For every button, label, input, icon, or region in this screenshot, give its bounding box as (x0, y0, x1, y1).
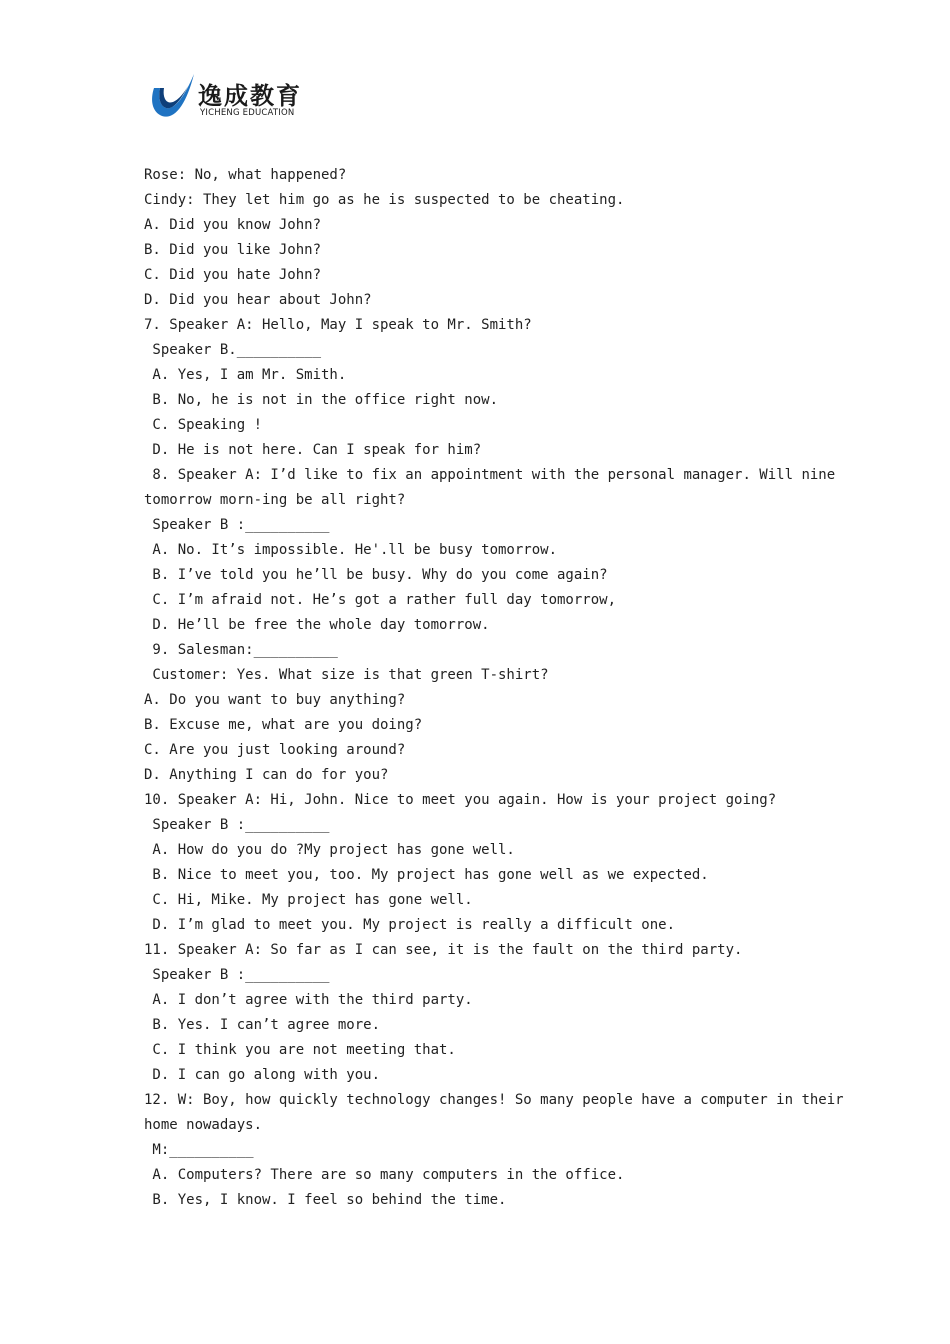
logo-english-name: YICHENG EDUCATION (200, 108, 295, 118)
text-line: home nowadays. (144, 1117, 263, 1133)
text-line: A. Yes, I am Mr. Smith. (144, 367, 347, 383)
text-line: 12. W: Boy, how quickly technology changes! So many people have a computer in their (144, 1092, 844, 1108)
text-line: B. I’ve told you he’ll be busy. Why do you come again? (144, 567, 608, 583)
text-line: C. Hi, Mike. My project has gone well. (144, 892, 473, 908)
text-line: D. I’m glad to meet you. My project is really a difficult one. (144, 917, 676, 933)
text-line: D. Did you hear about John? (144, 292, 372, 308)
text-line: Speaker B :__________ (144, 517, 330, 533)
text-line: C. Speaking ! (144, 417, 263, 433)
text-line: 10. Speaker A: Hi, John. Nice to meet you again. How is your project going? (144, 792, 777, 808)
text-line: D. He’ll be free the whole day tomorrow. (144, 617, 490, 633)
text-line: Rose: No, what happened? (144, 167, 347, 183)
text-line: B. Yes, I know. I feel so behind the time. (144, 1192, 507, 1208)
text-line: tomorrow morn-ing be all right? (144, 492, 406, 508)
text-line: 11. Speaker A: So far as I can see, it is the fault on the third party. (144, 942, 743, 958)
company-logo (146, 70, 316, 124)
text-line: 8. Speaker A: I’d like to fix an appointment with the personal manager. Will nine (144, 467, 836, 483)
text-line: D. Anything I can do for you? (144, 767, 389, 783)
text-line: 9. Salesman:__________ (144, 642, 338, 658)
text-line: Customer: Yes. What size is that green T-shirt? (144, 667, 549, 683)
text-line: Cindy: They let him go as he is suspected to be cheating. (144, 192, 625, 208)
text-line: C. I’m afraid not. He’s got a rather full day tomorrow, (144, 592, 617, 608)
text-line: C. Are you just looking around? (144, 742, 406, 758)
text-line: A. No. It’s impossible. He'.ll be busy tomorrow. (144, 542, 558, 558)
text-line: C. Did you hate John? (144, 267, 322, 283)
text-line: A. How do you do ?My project has gone well. (144, 842, 515, 858)
text-line: B. Excuse me, what are you doing? (144, 717, 423, 733)
text-line: B. Yes. I can’t agree more. (144, 1017, 381, 1033)
text-line: C. I think you are not meeting that. (144, 1042, 456, 1058)
text-line: B. Did you like John? (144, 242, 322, 258)
exercise-text (144, 163, 844, 1213)
text-line: Speaker B.__________ (144, 342, 322, 358)
text-line: 7. Speaker A: Hello, May I speak to Mr. Smith? (144, 317, 532, 333)
text-line: Speaker B :__________ (144, 967, 330, 983)
logo-chinese-name: 逸成教育 (198, 82, 302, 110)
text-line: D. I can go along with you. (144, 1067, 381, 1083)
text-line: B. Nice to meet you, too. My project has gone well as we expected. (144, 867, 709, 883)
text-line: A. Do you want to buy anything? (144, 692, 406, 708)
text-line: D. He is not here. Can I speak for him? (144, 442, 482, 458)
text-line: A. Did you know John? (144, 217, 322, 233)
text-line: A. Computers? There are so many computers in the office. (144, 1167, 625, 1183)
text-line: B. No, he is not in the office right now. (144, 392, 499, 408)
text-line: M:__________ (144, 1142, 254, 1158)
text-line: Speaker B :__________ (144, 817, 330, 833)
text-line: A. I don’t agree with the third party. (144, 992, 473, 1008)
swoosh-logo-icon (146, 70, 196, 122)
